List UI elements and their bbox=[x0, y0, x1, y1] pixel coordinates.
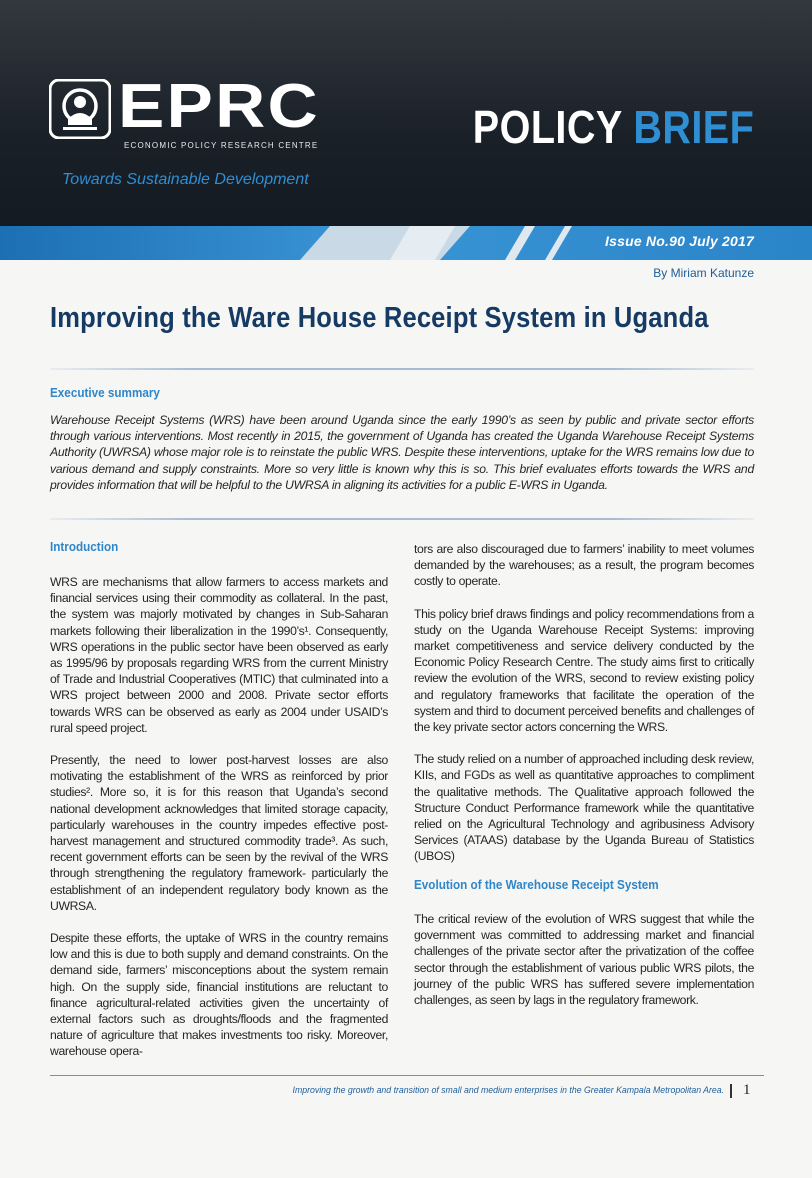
executive-summary-text: Warehouse Receipt Systems (WRS) have been around Uganda since the early 1990’s as seen by public and private sector efforts through various interventions. Most recently in 2015, the government of Uganda has created the Uganda Warehouse Receipt Systems Authority (UWRSA) whose major role is to reinstate the public WRS. Despite these interventions, uptake for the WRS remains low due to various demand and supply constraints. More so very little is known why this is so. This brief evaluates efforts towards the WRS and provides information that will be helpful to the UWRSA in aligning its activities for a public E-WRS in Uganda. bbox=[50, 413, 754, 492]
executive-summary-heading: Executive summary bbox=[50, 385, 160, 400]
divider bbox=[50, 518, 754, 520]
logo-subtitle: ECONOMIC POLICY RESEARCH CENTRE bbox=[124, 141, 319, 150]
footer-text: Improving the growth and transition of small and medium enterprises in the Greater Kampala Metropolitan Area. bbox=[292, 1085, 724, 1096]
introduction-heading: Introduction bbox=[50, 539, 119, 554]
page-title: Improving the Ware House Receipt System in Uganda bbox=[50, 302, 709, 334]
issue-label: Issue No.90 July 2017 bbox=[605, 233, 754, 249]
paragraph: Presently, the need to lower post-harvest losses are also motivating the establishment of the WRS as reinforced by prior studies². More so, it is for this reason that Uganda’s second national development acknowledges that limited storage capacity, particularly warehouses in the country impedes effective post-harvest management and structured commodity trade³. As such, recent government efforts can be seen by the revival of the WRS through strengthening the regulatory framework- particularly the establishment of an independent regulatory body known as the UWRSA. bbox=[50, 753, 388, 913]
right-column-continued bbox=[414, 911, 754, 1024]
evolution-heading: Evolution of the Warehouse Receipt System bbox=[414, 877, 659, 892]
paragraph: This policy brief draws findings and policy recommendations from a study on the Uganda Warehouse Receipt Systems: improving market competitiveness and service delivery conducted by the Economic Policy Research Centre. The study aims first to critically review the evolution of the WRS, second to review existing policy and regulatory frameworks that facilitate the operation of the system and third to document perceived benefits and challenges of the key private sector actors concerning the WRS. bbox=[414, 606, 754, 735]
logo-wordmark: EPRC bbox=[118, 72, 320, 141]
policy-brief-title bbox=[473, 102, 754, 152]
brief-word: BRIEF bbox=[633, 101, 754, 153]
paragraph: WRS are mechanisms that allow farmers to access markets and financial services using their commodity as collateral. In the past, the system was majorly motivated by changes in Sub-Saharan markets following their liberalization in the 1990’s¹. Consequently, WRS operations in the public sector have been observed as early as 1995/96 by proposals regarding WRS from the current Ministry of Trade and Industrial Cooperatives (MTIC) that culminated into a WRS project between 2000 and 2008. Private sector efforts towards WRS can be observed as early as 2004 under USAID’s rural speed project. bbox=[50, 575, 388, 735]
policy-word: POLICY bbox=[472, 101, 622, 153]
byline: By Miriam Katunze bbox=[653, 266, 754, 280]
footer-divider bbox=[50, 1075, 764, 1076]
page-number: 1 bbox=[743, 1082, 751, 1098]
tagline: Towards Sustainable Development bbox=[62, 171, 309, 188]
eprc-logo-icon bbox=[49, 79, 111, 139]
paragraph: The critical review of the evolution of WRS suggest that while the government was committed to addressing market and financial challenges of the private sector after the privatization of the coffee sector through the establishment of various public WRS pilots, the journey of the public WRS has suffered severe implementation challenges, as seen by lags in the regulatory framework. bbox=[414, 912, 754, 1008]
right-column bbox=[414, 541, 754, 881]
footer-separator bbox=[730, 1084, 732, 1098]
divider bbox=[50, 368, 754, 370]
paragraph: Despite these efforts, the uptake of WRS in the country remains low and this is due to both supply and demand constraints. On the demand side, farmers’ misconceptions about the system remain high. On the supply side, financial institutions are reluctant to finance agricultural-related activities given the uncertainty of external factors such as droughts/floods and the fragmented nature of agriculture that makes investments too risky. Moreover, warehouse opera- bbox=[50, 931, 388, 1059]
header-banner bbox=[0, 0, 812, 228]
paragraph: The study relied on a number of approached including desk review, KIIs, and FGDs as well as quantitative approaches to compliment the qualitative methods. The Qualitative approach followed the Structure Conduct Performance framework while the quantitative relied on the Agricultural Technology and agribusiness Advisory Services (ATAAS) database by the Uganda Bureau of Statistics (UBOS) bbox=[414, 752, 754, 864]
left-column bbox=[50, 574, 388, 1076]
paragraph: tors are also discouraged due to farmers’ inability to meet volumes demanded by the warehouses; as a result, the program becomes costly to operate. bbox=[414, 542, 754, 589]
